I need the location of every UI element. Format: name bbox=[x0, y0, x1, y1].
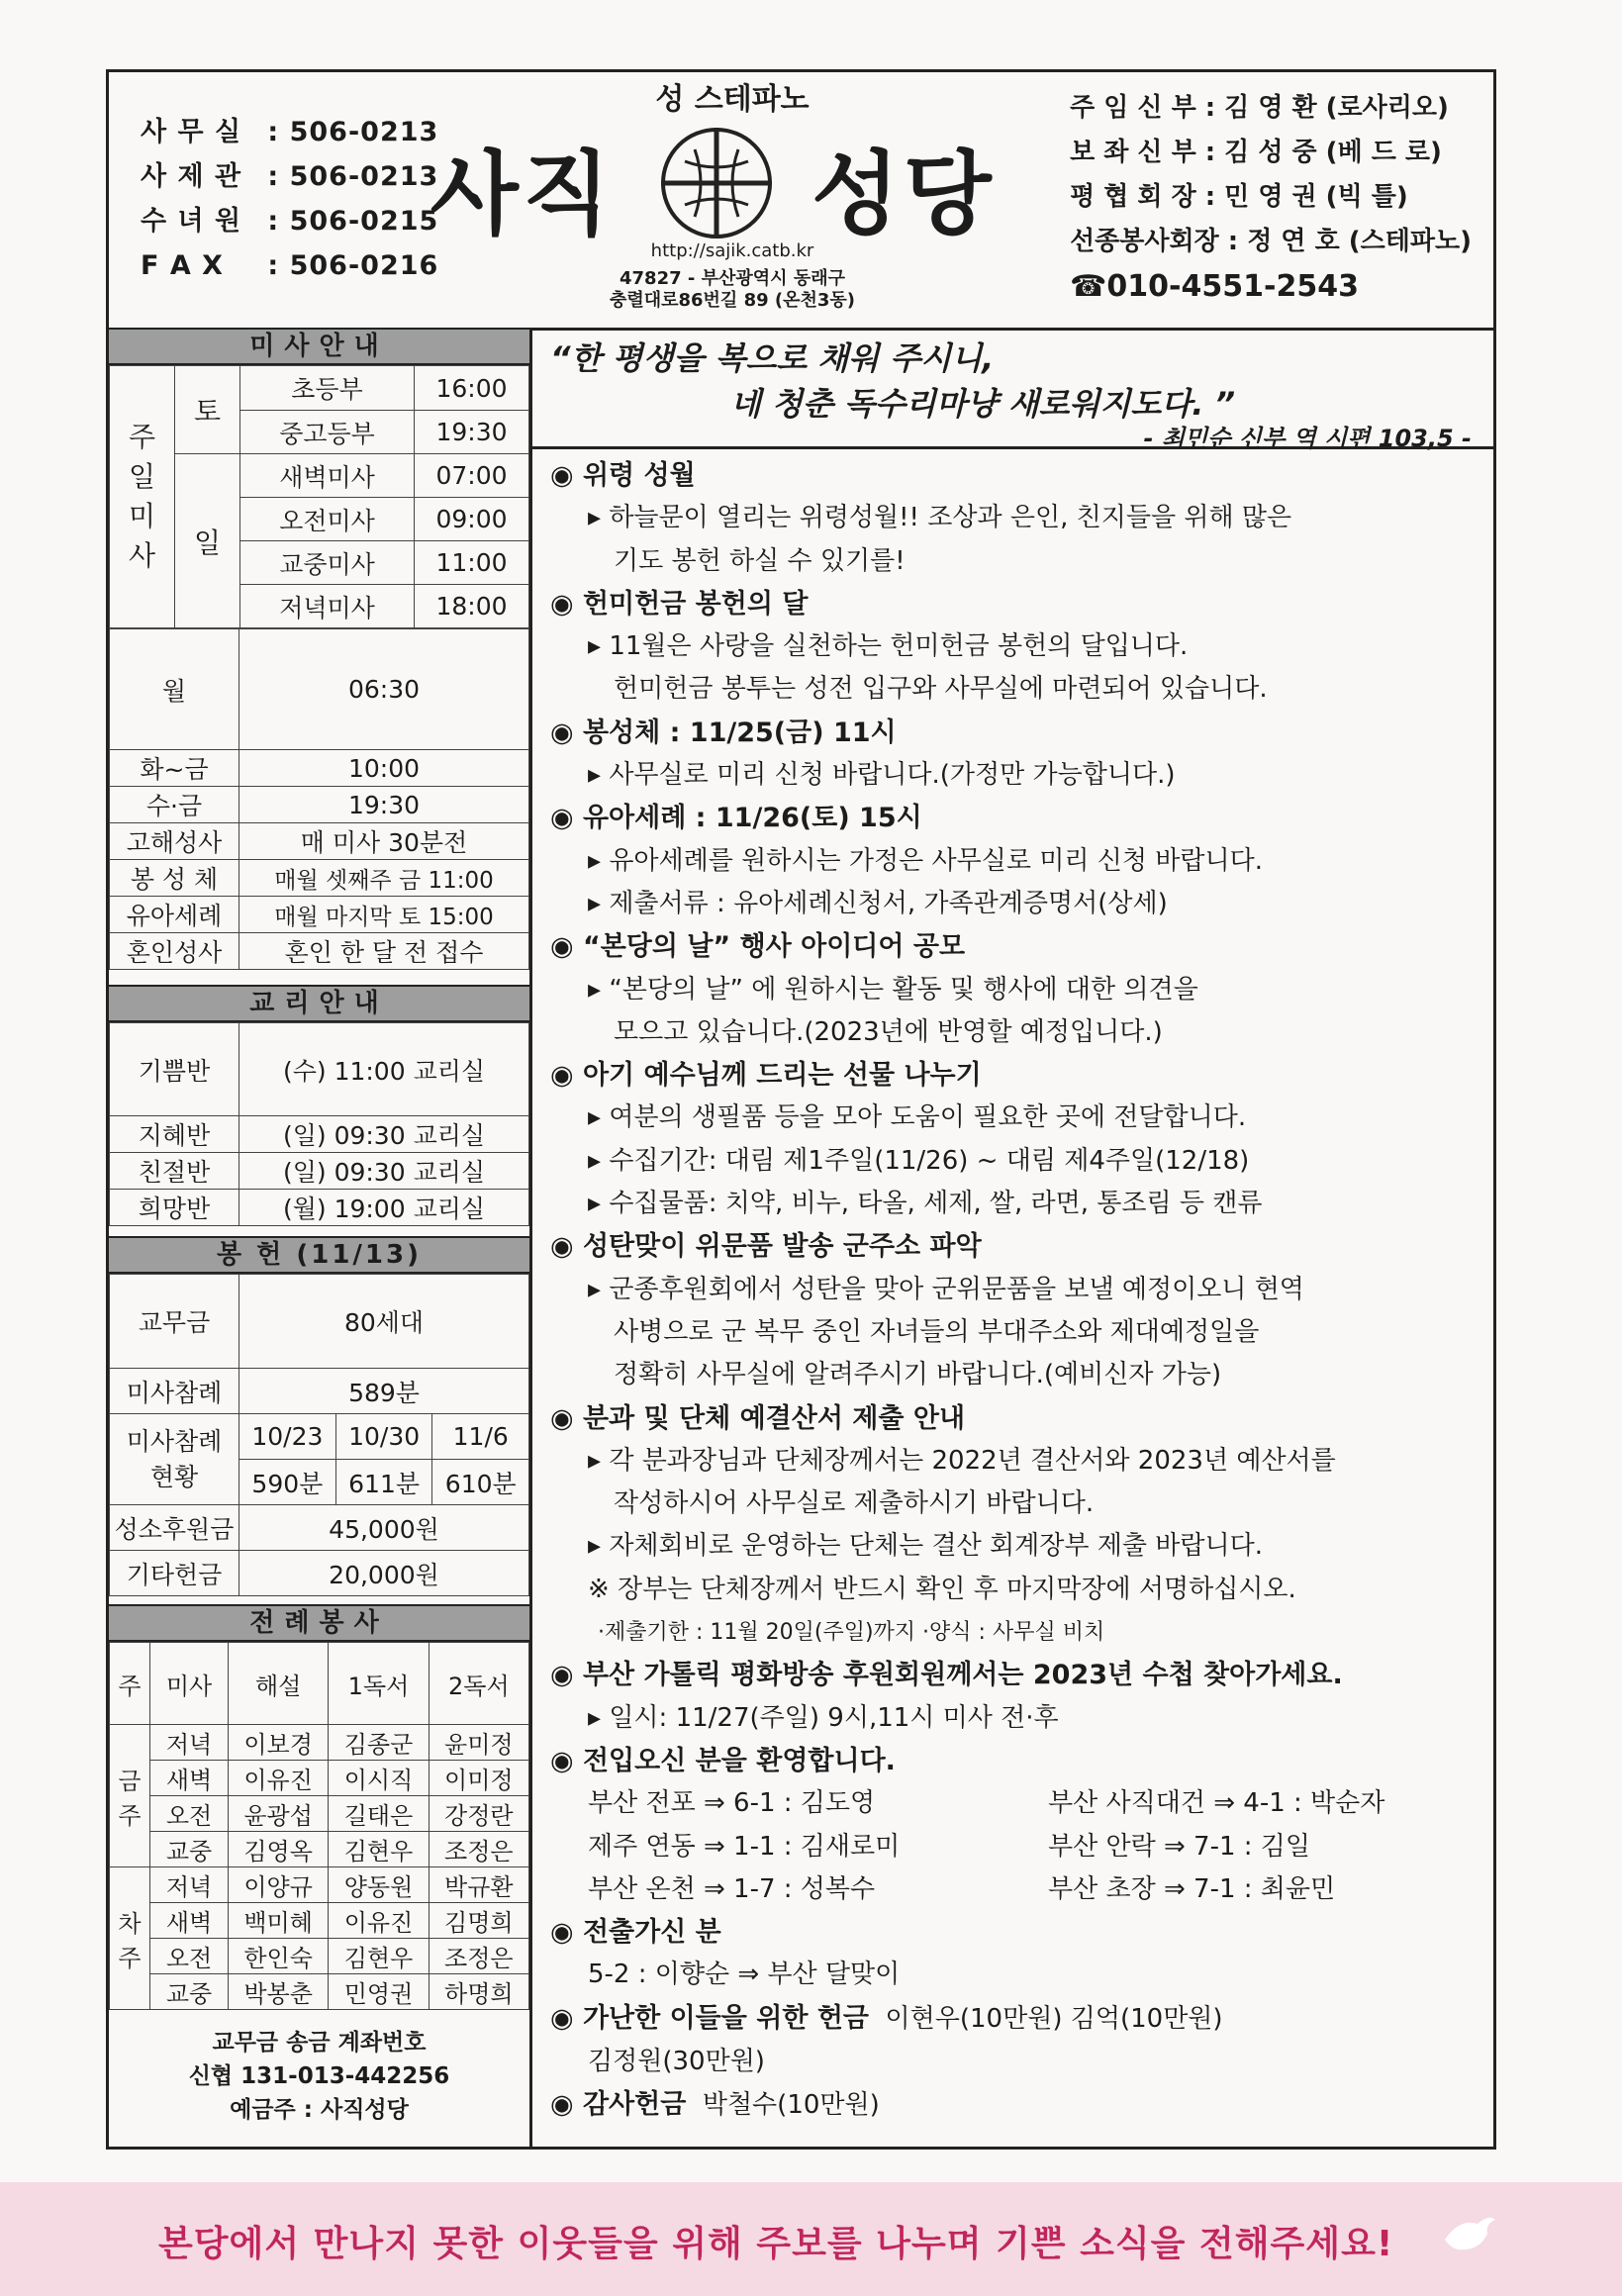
account-holder: 예금주 : 사직성당 bbox=[230, 2097, 409, 2123]
welcome-entry: 부산 안락 ⇒ 7-1 : 김일 bbox=[1048, 1831, 1311, 1862]
mass-name: 초등부 bbox=[240, 366, 415, 411]
saturday-label: 토 bbox=[175, 366, 240, 454]
mass-name: 저녁미사 bbox=[240, 585, 415, 628]
mass-heading: 미사안내 bbox=[109, 328, 529, 365]
liturgy-reader1: 이시직 bbox=[329, 1761, 429, 1796]
news-line: ▸ 제출서류 : 유아세례신청서, 가족관계증명서(상세) bbox=[588, 888, 1168, 918]
liturgy-col-header: 해설 bbox=[229, 1643, 329, 1725]
news-line: ▸ 유아세례를 원하시는 가정은 사무실로 미리 신청 바랍니다. bbox=[588, 845, 1263, 876]
liturgy-reader2: 이미정 bbox=[429, 1761, 528, 1796]
welcome-row bbox=[550, 1826, 1479, 1868]
staff-item: 평 협 회 장 : 민 영 권 (빅 틀) bbox=[1070, 182, 1408, 212]
right-column bbox=[532, 328, 1493, 2150]
news-line: ▸ 각 분과장님과 단체장께서는 2022년 결산서와 2023년 예산서를 bbox=[588, 1445, 1336, 1476]
liturgy-reader1: 김현우 bbox=[329, 1832, 429, 1867]
contact-label: 수 녀 원 bbox=[141, 206, 242, 237]
news-line: 작성하시어 사무실로 제출하시기 바랍니다. bbox=[614, 1488, 1095, 1519]
mass-name: 새벽미사 bbox=[240, 454, 415, 498]
welcome-entry: 부산 온천 ⇒ 1-7 : 성복수 bbox=[588, 1873, 876, 1904]
liturgy-mass: 저녁 bbox=[150, 1867, 229, 1903]
offering-value: 20,000원 bbox=[239, 1551, 529, 1596]
bulletin-frame bbox=[106, 69, 1496, 2150]
welcome-entry: 부산 초장 ⇒ 7-1 : 최윤민 bbox=[1048, 1873, 1336, 1904]
catechism-heading: 교리안내 bbox=[109, 985, 529, 1022]
class-name: 지혜반 bbox=[110, 1116, 239, 1153]
offering-value: 80세대 bbox=[239, 1275, 529, 1369]
news-title: ◉ 유아세례 : 11/26(토) 15시 bbox=[550, 803, 922, 834]
sacrament-value: 매 미사 30분전 bbox=[239, 823, 529, 860]
news-title: ◉ 봉성체 : 11/25(금) 11시 bbox=[550, 717, 897, 748]
staff-item: 주 임 신 부 : 김 영 환 (로사리오) bbox=[1070, 93, 1449, 123]
poor-offering-title: ◉ 가난한 이들을 위한 헌금 bbox=[550, 2002, 869, 2034]
liturgy-commentator: 이양규 bbox=[229, 1867, 329, 1903]
offering-table bbox=[109, 1274, 529, 1596]
contact-value: 506-0213 bbox=[289, 117, 439, 147]
thanks-offering-donor: 박철수(10만원) bbox=[702, 2090, 880, 2121]
news-title: ◉ 성탄맞이 위문품 발송 군주소 파악 bbox=[550, 1231, 982, 1263]
church-title-left: 사직 bbox=[430, 142, 615, 247]
sacrament-value: 혼인 한 달 전 접수 bbox=[239, 933, 529, 970]
weekday-time: 06:30 bbox=[239, 629, 529, 750]
account-title: 교무금 송금 계좌번호 bbox=[212, 2030, 427, 2056]
contact-label: 사 무 실 bbox=[141, 117, 242, 147]
liturgy-commentator: 이보경 bbox=[229, 1725, 329, 1761]
liturgy-reader1: 김종군 bbox=[329, 1725, 429, 1761]
sunday-mass-label bbox=[110, 366, 175, 628]
contact-list: 사 무 실 : 506-0213 사 제 관 : 506-0213 수 녀 원 : 506-0215 F A X : 506-0216 bbox=[141, 110, 438, 288]
news-line: ▸ 수집기간: 대림 제1주일(11/26) ~ 대림 제4주일(12/18) bbox=[588, 1145, 1250, 1176]
liturgy-commentator: 김영옥 bbox=[229, 1832, 329, 1867]
liturgy-col-header: 2독서 bbox=[429, 1643, 528, 1725]
mass-time: 07:00 bbox=[415, 454, 529, 498]
attendance-count: 590분 bbox=[239, 1460, 336, 1505]
poor-offering-donors: 이현우(10만원) 김억(10만원) bbox=[885, 2003, 1223, 2034]
mass-time: 09:00 bbox=[415, 498, 529, 541]
class-time: (일) 09:30 교리실 bbox=[239, 1153, 529, 1190]
liturgy-col-header: 1독서 bbox=[329, 1643, 429, 1725]
liturgy-reader1: 이유진 bbox=[329, 1903, 429, 1939]
mass-time: 19:30 bbox=[415, 411, 529, 454]
attendance-date: 10/23 bbox=[239, 1414, 336, 1460]
sacrament-label: 봉 성 체 bbox=[110, 860, 239, 897]
offering-label: 교무금 bbox=[110, 1275, 239, 1369]
address bbox=[426, 268, 1039, 312]
contact-value: 506-0215 bbox=[289, 206, 439, 237]
scripture-quote bbox=[532, 328, 1493, 452]
this-week-label-text: 금주 bbox=[118, 1767, 142, 1830]
liturgy-col-header: 주 bbox=[110, 1643, 150, 1725]
liturgy-commentator: 이유진 bbox=[229, 1761, 329, 1796]
attendance-count: 611분 bbox=[335, 1460, 432, 1505]
staff-item: 선종봉사회장 : 정 연 호 (스테파노) bbox=[1070, 227, 1472, 256]
sacrament-label: 혼인성사 bbox=[110, 933, 239, 970]
news-title: ◉ 위령 성월 bbox=[550, 460, 696, 491]
moved-title: ◉ 전출가신 분 bbox=[550, 1917, 721, 1949]
website-link[interactable]: http://sajik.catb.kr bbox=[650, 240, 814, 261]
news-title: ◉ 아기 예수님께 드리는 선물 나누기 bbox=[550, 1060, 982, 1092]
mass-time: 18:00 bbox=[415, 585, 529, 628]
next-week-label bbox=[110, 1867, 150, 2010]
liturgy-heading: 전례봉사 bbox=[109, 1604, 529, 1642]
church-title-right: 성당 bbox=[811, 142, 996, 247]
sacrament-value: 매월 셋째주 금 11:00 bbox=[239, 860, 529, 897]
liturgy-table bbox=[109, 1642, 529, 2010]
poor-offering bbox=[550, 1997, 1479, 2041]
news-title: ◉ 부산 가톨릭 평화방송 후원회원께서는 2023년 수첩 찾아가세요. bbox=[550, 1660, 1343, 1691]
liturgy-mass: 오전 bbox=[150, 1796, 229, 1832]
footer-banner bbox=[0, 2182, 1622, 2296]
sacrament-value: 매월 마지막 토 15:00 bbox=[239, 897, 529, 933]
moved-entry: 5-2 : 이향순 ⇒ 부산 달맞이 bbox=[588, 1960, 901, 1990]
mass-time: 16:00 bbox=[415, 366, 529, 411]
liturgy-mass: 교중 bbox=[150, 1832, 229, 1867]
attendance-count: 610분 bbox=[432, 1460, 529, 1505]
liturgy-reader1: 김현우 bbox=[329, 1939, 429, 1974]
contact-label: 사 제 관 bbox=[141, 161, 242, 192]
welcome-entry: 부산 사직대건 ⇒ 4-1 : 박순자 bbox=[1048, 1788, 1385, 1819]
news-line: ▸ 11월은 사랑을 실천하는 헌미헌금 봉헌의 달입니다. bbox=[588, 631, 1189, 662]
news-line: ▸ 하늘문이 열리는 위령성월!! 조상과 은인, 친지들을 위해 많은 bbox=[588, 503, 1292, 533]
liturgy-reader1: 길태은 bbox=[329, 1796, 429, 1832]
class-name: 희망반 bbox=[110, 1190, 239, 1226]
news-line: ▸ “본당의 날” 에 원하시는 활동 및 행사에 대한 의견을 bbox=[588, 974, 1198, 1004]
footer-message: 본당에서 만나지 못한 이웃들을 위해 주보를 나누며 기쁜 소식을 전해주세요! bbox=[158, 2224, 1394, 2264]
welcome-row bbox=[550, 1782, 1479, 1825]
staff-list bbox=[1070, 86, 1472, 309]
this-week-label bbox=[110, 1725, 150, 1867]
sunday-label: 일 bbox=[175, 454, 240, 628]
dove-icon bbox=[1440, 2210, 1499, 2259]
news-line: ※ 장부는 단체장께서 반드시 확인 후 마지막장에 서명하십시오. bbox=[588, 1574, 1296, 1604]
offering-label: 미사참례 bbox=[110, 1369, 239, 1414]
liturgy-commentator: 박봉춘 bbox=[229, 1974, 329, 2010]
class-name: 친절반 bbox=[110, 1153, 239, 1190]
contact-value: 506-0213 bbox=[289, 161, 439, 192]
thanks-offering bbox=[550, 2083, 1479, 2127]
account-info bbox=[109, 2026, 529, 2127]
liturgy-mass: 새벽 bbox=[150, 1761, 229, 1796]
news-line: ▸ 자체회비로 운영하는 단체는 결산 회계장부 제출 바랍니다. bbox=[588, 1531, 1263, 1562]
mass-name: 오전미사 bbox=[240, 498, 415, 541]
news-line: ▸ 사무실로 미리 신청 바랍니다.(가정만 가능합니다.) bbox=[588, 760, 1176, 791]
liturgy-mass: 저녁 bbox=[150, 1725, 229, 1761]
cross-logo-icon bbox=[655, 122, 778, 244]
welcome-entry: 부산 전포 ⇒ 6-1 : 김도영 bbox=[588, 1788, 876, 1819]
offering-label: 성소후원금 bbox=[110, 1505, 239, 1551]
liturgy-reader2: 김명희 bbox=[429, 1903, 528, 1939]
liturgy-mass: 오전 bbox=[150, 1939, 229, 1974]
weekday-label: 수·금 bbox=[110, 787, 239, 823]
welcome-title: ◉ 전입오신 분을 환영합니다. bbox=[550, 1745, 896, 1776]
sacrament-label: 고해성사 bbox=[110, 823, 239, 860]
quote-source: - 최민순 신부 역 시편 103,5 - bbox=[1143, 425, 1472, 452]
offering-value: 589분 bbox=[239, 1369, 529, 1414]
class-time: (월) 19:00 교리실 bbox=[239, 1190, 529, 1226]
liturgy-mass: 교중 bbox=[150, 1974, 229, 2010]
liturgy-mass: 새벽 bbox=[150, 1903, 229, 1939]
offering-value: 45,000원 bbox=[239, 1505, 529, 1551]
offering-heading: 봉 헌 (11/13) bbox=[109, 1236, 529, 1274]
liturgy-commentator: 윤광섭 bbox=[229, 1796, 329, 1832]
liturgy-commentator: 백미혜 bbox=[229, 1903, 329, 1939]
mass-name: 중고등부 bbox=[240, 411, 415, 454]
attendance-date: 10/30 bbox=[335, 1414, 432, 1460]
offering-label: 기타헌금 bbox=[110, 1551, 239, 1596]
weekday-time: 10:00 bbox=[239, 750, 529, 787]
next-week-label-text: 차주 bbox=[118, 1909, 142, 1972]
quote-line: “한 평생을 복으로 채워 주시니, bbox=[550, 339, 995, 377]
news-title: ◉ 분과 및 단체 예결산서 제출 안내 bbox=[550, 1402, 966, 1434]
header bbox=[109, 72, 1493, 331]
phone-number: ☎010-4551-2543 bbox=[1070, 269, 1359, 304]
liturgy-col-header: 미사 bbox=[150, 1643, 229, 1725]
liturgy-reader2: 조정은 bbox=[429, 1939, 528, 1974]
class-time: (일) 09:30 교리실 bbox=[239, 1116, 529, 1153]
contact-value: 506-0216 bbox=[289, 250, 439, 281]
mass-name: 교중미사 bbox=[240, 541, 415, 585]
poor-offering-donor: 김정원(30만원) bbox=[588, 2046, 765, 2076]
news-line: ·제출기한 : 11월 20일(주일)까지 ·양식 : 사무실 비치 bbox=[598, 1620, 1105, 1646]
news-line: 사병으로 군 복무 중인 자녀들의 부대주소와 제대예정일을 bbox=[614, 1316, 1260, 1347]
church-brand bbox=[426, 72, 1039, 328]
news-line: ▸ 일시: 11/27(주일) 9시,11시 미사 전·후 bbox=[588, 1702, 1059, 1733]
liturgy-reader1: 양동원 bbox=[329, 1867, 429, 1903]
news-line: 기도 봉헌 하실 수 있기를! bbox=[614, 545, 906, 576]
news-title: ◉ 헌미헌금 봉헌의 달 bbox=[550, 588, 809, 620]
weekday-label: 월 bbox=[110, 629, 239, 750]
liturgy-reader2: 하명희 bbox=[429, 1974, 528, 2010]
liturgy-reader2: 강정란 bbox=[429, 1796, 528, 1832]
liturgy-reader2: 조정은 bbox=[429, 1832, 528, 1867]
church-subtitle: 성 스테파노 bbox=[655, 82, 810, 117]
welcome-entry: 제주 연동 ⇒ 1-1 : 김새로미 bbox=[588, 1831, 901, 1862]
attendance-status-label: 미사참례 현황 bbox=[110, 1414, 239, 1505]
sunday-mass-label-text: 주일미사 bbox=[128, 421, 156, 572]
news-line: ▸ 군종후원회에서 성탄을 맞아 군위문품을 보낼 예정이오니 현역 bbox=[588, 1274, 1304, 1304]
staff-item: 보 좌 신 부 : 김 성 중 (베 드 로) bbox=[1070, 138, 1442, 167]
quote-line: 네 청춘 독수리마냥 새로워지도다. ” bbox=[730, 385, 1236, 423]
liturgy-reader2: 윤미정 bbox=[429, 1725, 528, 1761]
sacrament-label: 유아세례 bbox=[110, 897, 239, 933]
news-line: 헌미헌금 봉투는 성전 입구와 사무실에 마련되어 있습니다. bbox=[614, 674, 1268, 705]
news-line: ▸ 수집물품: 치약, 비누, 타올, 세제, 쌀, 라면, 통조림 등 캔류 bbox=[588, 1189, 1263, 1219]
attendance-date: 11/6 bbox=[432, 1414, 529, 1460]
address-line: 47827 - 부산광역시 동래구 bbox=[620, 268, 845, 289]
class-time: (수) 11:00 교리실 bbox=[239, 1023, 529, 1116]
liturgy-reader2: 박규환 bbox=[429, 1867, 528, 1903]
news-title: ◉ “본당의 날” 행사 아이디어 공모 bbox=[550, 931, 966, 963]
news-line: ▸ 여분의 생필품 등을 모아 도움이 필요한 곳에 전달합니다. bbox=[588, 1102, 1247, 1133]
catechism-table bbox=[109, 1022, 529, 1226]
mass-schedule-table bbox=[109, 365, 529, 628]
thanks-offering-title: ◉ 감사헌금 bbox=[550, 2089, 687, 2121]
news-line: 모으고 있습니다.(2023년에 반영할 예정입니다.) bbox=[614, 1016, 1163, 1047]
left-column bbox=[109, 328, 532, 2150]
welcome-row bbox=[550, 1868, 1479, 1911]
news-line: 정확히 사무실에 알려주시기 바랍니다.(예비신자 가능) bbox=[614, 1360, 1222, 1390]
news-list bbox=[550, 454, 1479, 2128]
account-number: 신협 131-013-442256 bbox=[188, 2063, 450, 2089]
weekday-label: 화~금 bbox=[110, 750, 239, 787]
contact-label: F A X bbox=[141, 250, 224, 281]
mass-time: 11:00 bbox=[415, 541, 529, 585]
liturgy-reader1: 민영권 bbox=[329, 1974, 429, 2010]
class-name: 기쁨반 bbox=[110, 1023, 239, 1116]
liturgy-commentator: 한인숙 bbox=[229, 1939, 329, 1974]
address-line: 충렬대로86번길 89 (온천3동) bbox=[609, 290, 856, 311]
weekday-time: 19:30 bbox=[239, 787, 529, 823]
weekday-table bbox=[109, 628, 529, 970]
